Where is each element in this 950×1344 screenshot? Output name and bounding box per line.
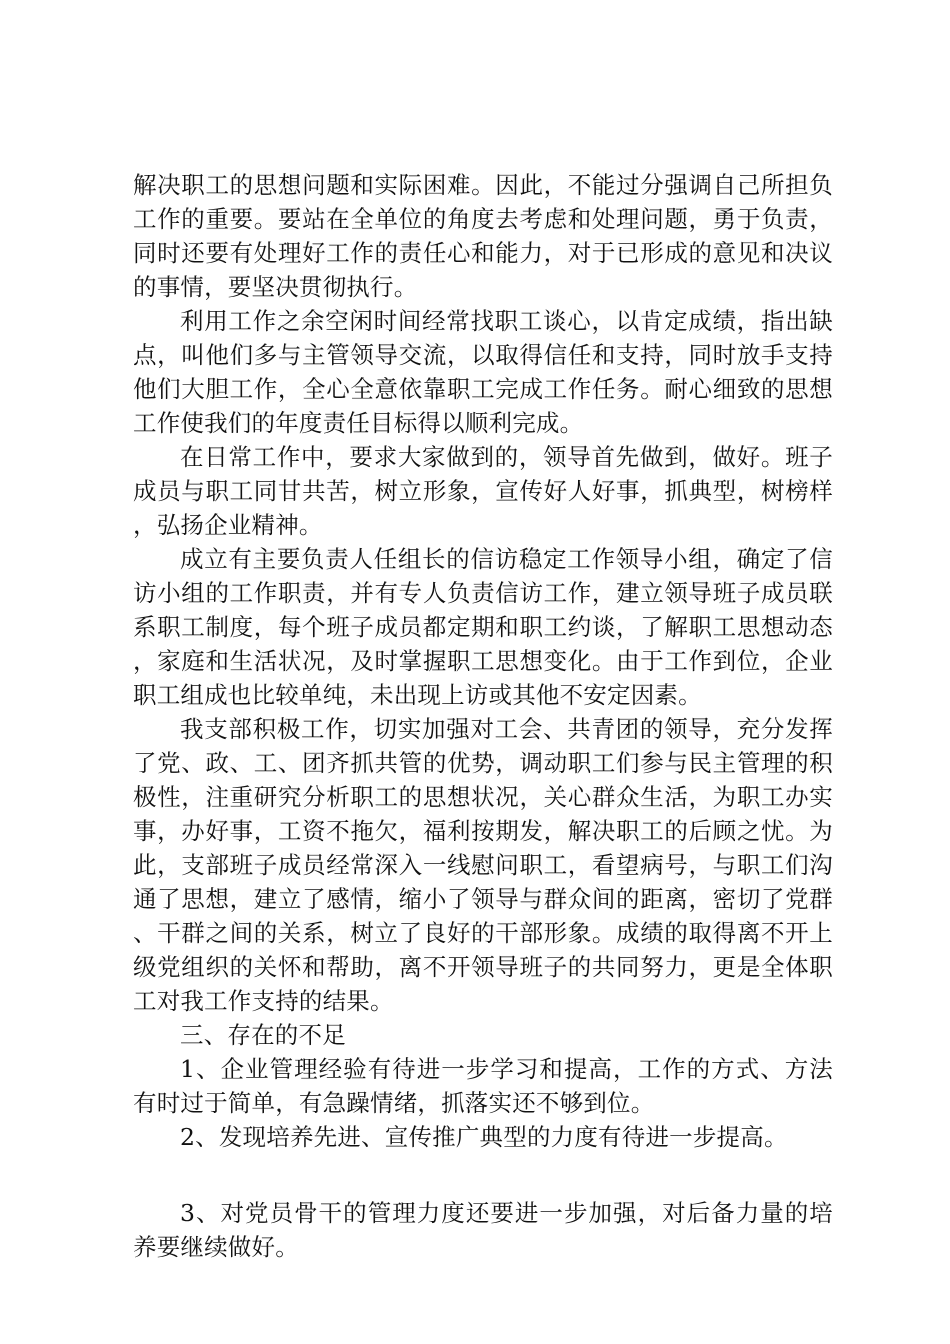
- paragraph-continuation: 解决职工的思想问题和实际困难。因此，不能过分强调自己所担负工作的重要。要站在全单位的角度去考虑和处理问题，勇于负责，同时还要有处理好工作的责任心和能力，对于已形成的意见和决议的事情，要坚决贯彻执行。: [133, 171, 833, 301]
- paragraph-branch-work: 我支部积极工作，切实加强对工会、共青团的领导，充分发挥了党、政、工、团齐抓共管的优势，调动职工们参与民主管理的积极性，注重研究分析职工的思想状况，关心群众生活，为职工办实事，办好事，工资不拖欠，福利按期发，解决职工的后顾之忧。为此，支部班子成员经常深入一线慰问职工，看望病号，与职工们沟通了思想，建立了感情，缩小了领导与群众间的距离，密切了党群、干群之间的关系，树立了良好的干部形象。成绩的取得离不开上级党组织的关怀和帮助，离不开领导班子的共同努力，更是全体职工对我工作支持的结果。: [133, 715, 833, 1015]
- blank-gap: [133, 1154, 833, 1196]
- list-item-1: 1、企业管理经验有待进一步学习和提高，工作的方式、方法有时过于简单，有急躁情绪，抓落实还不够到位。: [133, 1055, 833, 1117]
- paragraph-petition-group: 成立有主要负责人任组长的信访稳定工作领导小组，确定了信访小组的工作职责，并有专人负责信访工作，建立领导班子成员联系职工制度，每个班子成员都定期和职工约谈，了解职工思想动态，家庭和生活状况，及时掌握职工思想变化。由于工作到位，企业职工组成也比较单纯，未出现上访或其他不安定因素。: [133, 545, 833, 709]
- section-heading-shortcomings: 三、存在的不足: [180, 1021, 346, 1049]
- paragraph-talk-with-staff: 利用工作之余空闲时间经常找职工谈心，以肯定成绩，指出缺点，叫他们多与主管领导交流，以取得信任和支持，同时放手支持他们大胆工作，全心全意依靠职工完成工作任务。耐心细致的思想工作使我们的年度责任目标得以顺利完成。: [133, 307, 833, 437]
- list-item-3: 3、对党员骨干的管理力度还要进一步加强，对后备力量的培养要继续做好。: [133, 1199, 833, 1261]
- list-item-2: 2、发现培养先进、宣传推广典型的力度有待进一步提高。: [180, 1123, 788, 1151]
- paragraph-daily-work: 在日常工作中，要求大家做到的，领导首先做到，做好。班子成员与职工同甘共苦，树立形象，宣传好人好事，抓典型，树榜样，弘扬企业精神。: [133, 443, 833, 539]
- document-body: [133, 168, 833, 1264]
